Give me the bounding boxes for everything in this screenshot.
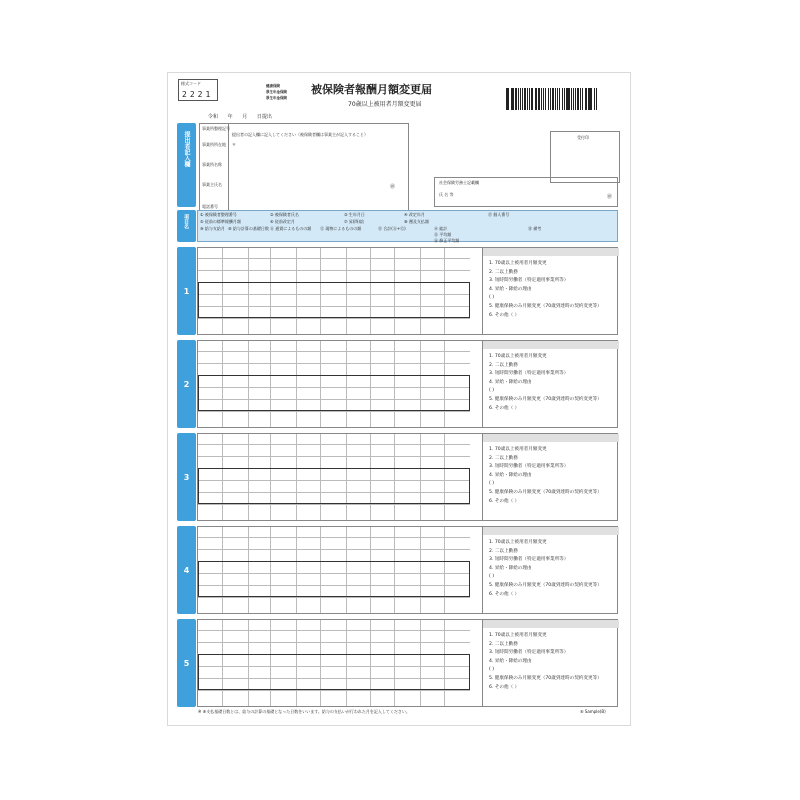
- barcode-bar: [529, 88, 530, 110]
- entry-number: 5: [183, 658, 190, 668]
- header-col: ② 被保険者氏名: [270, 212, 299, 217]
- barcode: [506, 88, 598, 110]
- submitter-fields: [199, 123, 409, 215]
- header-col: ⑧ 遡及支払額: [404, 219, 429, 224]
- form-code-label: 様式コード: [181, 81, 201, 86]
- barcode-bar: [566, 88, 567, 110]
- date-month: 月: [242, 114, 248, 120]
- remark-option[interactable]: 5. 健康保険のみ月額変更（70歳到達時の契約変更等）: [489, 582, 602, 588]
- grid-line: [198, 690, 470, 691]
- barcode-bar: [518, 88, 519, 110]
- entry-grid: [198, 527, 470, 613]
- barcode-bar: [552, 88, 554, 110]
- barcode-bar: [586, 88, 587, 110]
- form-subtitle: 70歳以上被用者月額変更届: [348, 101, 422, 108]
- remark-option[interactable]: 1. 70歳以上被用者月額変更: [489, 354, 547, 359]
- remarks-panel: [482, 434, 619, 520]
- sr-seal: ㊞: [607, 194, 613, 200]
- submitter-sidebar: [177, 123, 196, 207]
- remarks-panel: [482, 341, 619, 427]
- barcode-bar: [531, 88, 533, 110]
- barcode-bar: [543, 88, 544, 110]
- form-sheet: [167, 72, 631, 726]
- barcode-bar: [582, 88, 584, 110]
- grid-line: [198, 270, 470, 271]
- owner-seal: ㊞: [390, 184, 396, 190]
- sr-name-label: 氏 名 等: [439, 192, 454, 197]
- field-divider: [228, 124, 229, 214]
- barcode-bar: [535, 88, 536, 110]
- barcode-bar: [594, 88, 596, 110]
- grid-line: [198, 318, 470, 319]
- barcode-bar: [524, 88, 526, 110]
- field-phone[interactable]: 電話番号: [202, 204, 218, 209]
- remarks-list: [489, 353, 602, 413]
- grid-line: [198, 351, 470, 352]
- barcode-bar: [506, 88, 508, 110]
- entry-number: 4: [183, 565, 190, 575]
- amount-box[interactable]: [198, 654, 470, 690]
- barcode-bar: [596, 88, 597, 110]
- field-owner-name[interactable]: 事業主氏名: [202, 182, 222, 187]
- barcode-bar: [577, 88, 579, 110]
- barcode-bar: [588, 88, 590, 110]
- remark-option[interactable]: 6. その他（ ）: [489, 312, 520, 318]
- remark-option[interactable]: ( ): [489, 295, 495, 301]
- barcode-bar: [548, 88, 550, 110]
- remark-option[interactable]: 5. 健康保険のみ月額変更（70歳到達時の契約変更等）: [489, 303, 602, 309]
- submitter-side-label: 提出者記入欄: [183, 131, 190, 167]
- remark-option[interactable]: 5. 健康保険のみ月額変更（70歳到達時の契約変更等）: [489, 489, 602, 495]
- entry-row[interactable]: [197, 433, 618, 521]
- submit-date: [208, 114, 272, 120]
- barcode-bar: [515, 88, 517, 110]
- header-col: ⑭ 総計: [434, 226, 448, 231]
- remark-option[interactable]: 3. 短時間労働者（特定適用事業所等）: [489, 464, 569, 470]
- entry-sidebar: [177, 526, 196, 614]
- entry-grid: [198, 248, 470, 334]
- header-col: ③ 生年月日: [344, 212, 365, 217]
- remark-option[interactable]: 6. その他（ ）: [489, 405, 520, 411]
- header-sidebar: [177, 210, 196, 242]
- footer-note: ※ ⑨支払基礎日数とは、給与の計算の基礎となった日数をいいます。給与の支払いが行われた月を記入してください。: [198, 709, 410, 714]
- remark-option[interactable]: 1. 70歳以上被用者月額変更: [489, 540, 547, 545]
- remarks-panel: [482, 527, 619, 613]
- header-side-label: 項目名: [183, 214, 189, 229]
- remarks-header: [483, 527, 619, 535]
- remark-option[interactable]: 6. その他（ ）: [489, 684, 520, 690]
- date-era: 令和: [208, 114, 219, 120]
- remark-option[interactable]: 3. 短時間労働者（特定適用事業所等）: [489, 371, 569, 377]
- category-item: 厚生年金保険: [266, 96, 287, 100]
- remark-option[interactable]: 4. 昇給・降給の理由: [489, 658, 532, 664]
- remark-option[interactable]: 6. その他（ ）: [489, 498, 520, 504]
- remark-option[interactable]: 2. 二以上勤務: [489, 548, 518, 554]
- remark-option[interactable]: 5. 健康保険のみ月額変更（70歳到達時の契約変更等）: [489, 396, 602, 402]
- submitter-note: 提出者の記入欄に記入してください（被保険者欄は事業主が記入すること）: [232, 132, 368, 137]
- remark-option[interactable]: ( ): [489, 481, 495, 487]
- barcode-bar: [564, 88, 565, 110]
- remarks-header: [483, 248, 619, 256]
- entry-number: 3: [183, 472, 190, 482]
- barcode-bar: [512, 88, 514, 110]
- barcode-bar: [538, 88, 540, 110]
- grid-line: [198, 549, 470, 550]
- header-col: ⑨ 給与支給月: [200, 226, 225, 231]
- barcode-bar: [562, 88, 563, 110]
- remarks-header: [483, 620, 619, 628]
- amount-box[interactable]: [198, 561, 470, 597]
- barcode-bar: [545, 88, 547, 110]
- remark-option[interactable]: 2. 二以上勤務: [489, 269, 518, 275]
- header-col: ⑯ 修正平均額: [434, 238, 460, 243]
- remark-option[interactable]: 4. 昇給・降給の理由: [489, 286, 532, 292]
- barcode-bar: [541, 88, 542, 110]
- barcode-bar: [585, 88, 586, 110]
- sr-label: 社会保険労務士記載欄: [439, 180, 479, 185]
- entry-row[interactable]: [197, 526, 618, 614]
- remarks-list: [489, 539, 602, 599]
- header-col: ⑬ 合計(⑪+⑫): [378, 226, 406, 231]
- barcode-bar: [508, 88, 509, 110]
- barcode-bar: [591, 88, 592, 110]
- remark-option[interactable]: 5. 健康保険のみ月額変更（70歳到達時の契約変更等）: [489, 675, 602, 681]
- remark-option[interactable]: 2. 二以上勤務: [489, 641, 518, 647]
- remark-option[interactable]: 4. 昇給・降給の理由: [489, 565, 532, 571]
- barcode-bar: [527, 88, 529, 110]
- amount-box[interactable]: [198, 375, 470, 411]
- grid-line: [198, 597, 470, 598]
- receipt-stamp-box: [550, 131, 620, 183]
- remark-option[interactable]: 4. 昇給・降給の理由: [489, 472, 532, 478]
- entry-grid: [198, 620, 470, 706]
- entry-number: 1: [183, 286, 190, 296]
- grid-line: [198, 504, 470, 505]
- field-office-address[interactable]: 事業所所在地: [202, 142, 226, 147]
- barcode-bar: [520, 88, 521, 110]
- barcode-bar: [573, 88, 574, 110]
- barcode-bar: [550, 88, 551, 110]
- remarks-panel: [482, 248, 619, 334]
- barcode-bar: [511, 88, 512, 110]
- grid-line: [198, 258, 470, 259]
- remark-option[interactable]: 1. 70歳以上被用者月額変更: [489, 261, 547, 266]
- grid-line: [198, 456, 470, 457]
- barcode-bar: [571, 88, 573, 110]
- remarks-list: [489, 446, 602, 506]
- sr-box: [434, 177, 618, 207]
- remark-option[interactable]: 6. その他（ ）: [489, 591, 520, 597]
- field-office-number[interactable]: 事業所整理記号: [202, 126, 230, 131]
- remarks-header: [483, 434, 619, 442]
- barcode-bar: [580, 88, 581, 110]
- header-col: ⑰ 個人番号: [488, 212, 510, 217]
- header-col: ④ 改定年月: [404, 212, 425, 217]
- insurance-categories: [266, 83, 306, 101]
- remark-option[interactable]: 4. 昇給・降給の理由: [489, 379, 532, 385]
- amount-box[interactable]: [198, 468, 470, 504]
- entry-sidebar: [177, 340, 196, 428]
- barcode-bar: [575, 88, 576, 110]
- postal-mark: 〒: [232, 142, 236, 147]
- header-col: ⑩ 給与計算の基礎日数: [228, 226, 269, 231]
- remark-option[interactable]: 1. 70歳以上被用者月額変更: [489, 447, 547, 452]
- remark-option[interactable]: 3. 短時間労働者（特定適用事業所等）: [489, 278, 569, 284]
- remarks-panel: [482, 620, 619, 706]
- header-col: ⑤ 従前の標準報酬月額: [200, 219, 241, 224]
- amount-box[interactable]: [198, 282, 470, 318]
- form-title: 被保険者報酬月額変更届: [311, 83, 432, 96]
- grid-line: [198, 642, 470, 643]
- header-col: ⑱ 備考: [528, 226, 542, 231]
- entry-sidebar: [177, 433, 196, 521]
- remarks-list: [489, 632, 602, 692]
- receipt-label: 受付印: [577, 135, 589, 140]
- remarks-list: [489, 260, 602, 320]
- entry-row[interactable]: [197, 247, 618, 335]
- header-col: ⑮ 平均額: [434, 232, 452, 237]
- header-col: ① 被保険者整理番号: [200, 212, 237, 217]
- barcode-bar: [555, 88, 556, 110]
- form-code-box: [178, 79, 218, 101]
- grid-line: [198, 444, 470, 445]
- remark-option[interactable]: ( ): [489, 388, 495, 394]
- entry-row[interactable]: [197, 619, 618, 707]
- form-code-value: 2221: [182, 90, 214, 99]
- barcode-bar: [559, 88, 561, 110]
- grid-line: [198, 537, 470, 538]
- remark-option[interactable]: ( ): [489, 667, 495, 673]
- grid-line: [198, 411, 470, 412]
- header-col: ⑥ 従前改定月: [270, 219, 295, 224]
- remark-option[interactable]: 3. 短時間労働者（特定適用事業所等）: [489, 557, 569, 563]
- barcode-bar: [567, 88, 569, 110]
- remark-option[interactable]: 3. 短時間労働者（特定適用事業所等）: [489, 650, 569, 656]
- remark-option[interactable]: 2. 二以上勤務: [489, 362, 518, 368]
- barcode-bar: [557, 88, 558, 110]
- entry-row[interactable]: [197, 340, 618, 428]
- remark-option[interactable]: 2. 二以上勤務: [489, 455, 518, 461]
- remark-option[interactable]: ( ): [489, 574, 495, 580]
- footer-code: ⑥ Sample(B): [580, 709, 606, 714]
- entry-grid: [198, 341, 470, 427]
- remarks-header: [483, 341, 619, 349]
- date-year: 年: [227, 114, 233, 120]
- entry-sidebar: [177, 619, 196, 707]
- entry-sidebar: [177, 247, 196, 335]
- header-col: ⑫ 現物によるものの額: [320, 226, 362, 231]
- remark-option[interactable]: 1. 70歳以上被用者月額変更: [489, 633, 547, 638]
- entry-grid: [198, 434, 470, 520]
- date-day: 日提出: [256, 114, 272, 120]
- category-item: 厚生年金保険: [266, 90, 287, 94]
- grid-line: [198, 363, 470, 364]
- column-header: [197, 210, 618, 242]
- header-col: ⑦ 昇(降)給: [344, 219, 364, 224]
- grid-line: [198, 630, 470, 631]
- field-office-name[interactable]: 事業所名称: [202, 162, 222, 167]
- barcode-bar: [536, 88, 537, 110]
- category-item: 健康保険: [266, 84, 280, 88]
- entry-number: 2: [183, 379, 190, 389]
- header-col: ⑪ 通貨によるものの額: [270, 226, 312, 231]
- barcode-bar: [522, 88, 523, 110]
